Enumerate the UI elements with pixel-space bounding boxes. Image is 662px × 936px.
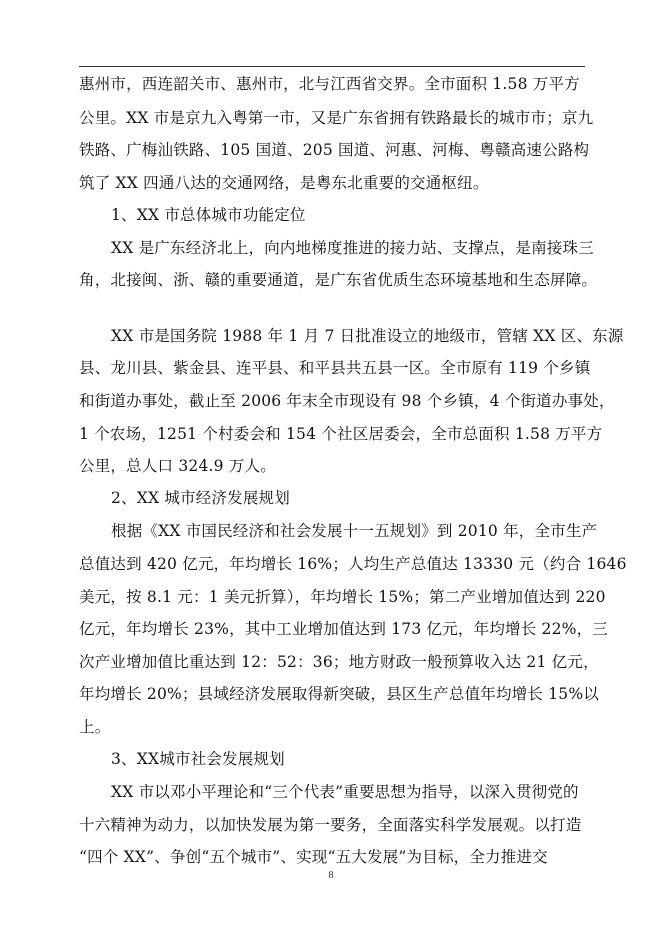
text-line: 县、龙川县、紫金县、连平县、和平县共五县一区。全市原有 119 个乡镇 <box>79 359 591 377</box>
text-line: XX 市以邓小平理论和“三个代表”重要思想为指导，以深入贯彻党的 <box>111 783 579 801</box>
text-line: 角，北接闽、浙、赣的重要通道，是广东省优质生态环境基地和生态屏障。 <box>79 271 598 289</box>
section-heading: 2、XX 城市经济发展规划 <box>111 489 290 507</box>
text-line: “四个 XX”、争创“五个城市”、实现“五大发展”为目标，全力推进交 <box>79 848 548 866</box>
text-line: 惠州市，西连韶关市、惠州市，北与江西省交界。全市面积 1.58 万平方 <box>79 75 580 93</box>
header-rule <box>79 66 585 67</box>
text-line: 1 个农场，1251 个村委会和 154 个社区居委会，全市总面积 1.58 万平方 <box>79 425 603 443</box>
text-line: 筑了 XX 四通八达的交通网络，是粤东北重要的交通枢纽。 <box>79 174 489 192</box>
text-line: 公里，总人口 324.9 万人。 <box>79 457 276 475</box>
text-line: 和街道办事处，截止至 2006 年末全市现设有 98 个乡镇，4 个街道办事处， <box>79 392 615 410</box>
text-line: 根据《XX 市国民经济和社会发展十一五规划》到 2010 年，全市生产 <box>111 522 598 540</box>
section-heading: 3、XX城市社会发展规划 <box>111 750 285 768</box>
text-line: 十六精神为动力，以加快发展为第一要务，全面落实科学发展观。以打造 <box>79 816 582 834</box>
text-line: 铁路、广梅汕铁路、105 国道、205 国道、河惠、河梅、粤赣高速公路构 <box>79 141 590 159</box>
text-line: XX 是广东经济北上，向内地梯度推进的接力站、支撑点，是南接珠三 <box>111 239 594 257</box>
text-line: 总值达到 420 亿元，年均增长 16%；人均生产总值达 13330 元（约合 1646 <box>79 555 627 573</box>
text-line: XX 市是国务院 1988 年 1 月 7 日批准设立的地级市，管辖 XX 区、东源 <box>111 327 624 345</box>
section-heading: 1、XX 市总体城市功能定位 <box>111 206 306 224</box>
text-line: 美元，按 8.1 元：1 美元折算），年均增长 15%；第二产业增加值达到 220 <box>79 588 606 606</box>
text-line: 次产业增加值比重达到 12：52：36；地方财政一般预算收入达 21 亿元， <box>79 653 599 671</box>
text-line: 年均增长 20%；县域经济发展取得新突破，县区生产总值年均增长 15%以 <box>79 685 599 703</box>
page-number: 8 <box>328 870 334 881</box>
text-line: 上。 <box>79 718 111 736</box>
text-line: 公里。XX 市是京九入粤第一市，又是广东省拥有铁路最长的城市市；京九 <box>79 109 594 127</box>
text-line: 亿元，年均增长 23%，其中工业增加值达到 173 亿元，年均增长 22%，三 <box>79 620 608 638</box>
